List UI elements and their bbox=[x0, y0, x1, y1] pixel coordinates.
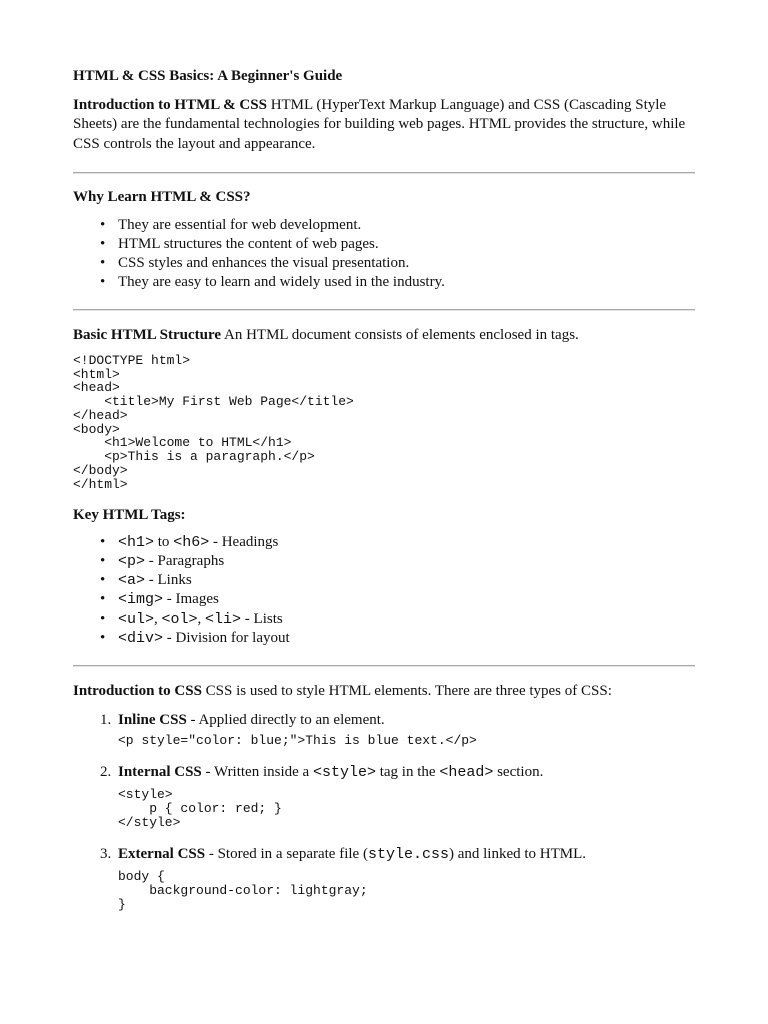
css-type-text: section. bbox=[493, 763, 544, 780]
bullet-icon: • bbox=[100, 216, 106, 233]
css-text: CSS is used to style HTML elements. There are three types of CSS: bbox=[201, 683, 612, 700]
tag-code: <head> bbox=[439, 763, 494, 781]
bullet-icon: • bbox=[100, 254, 106, 271]
tag-code: <img> bbox=[118, 591, 164, 609]
css-type-text: - Stored in a separate file ( bbox=[205, 845, 368, 862]
structure-paragraph bbox=[73, 326, 695, 346]
css-paragraph bbox=[73, 682, 695, 702]
css-type-line bbox=[118, 711, 695, 731]
file-name-code: style.css bbox=[367, 845, 449, 863]
tag-code: <a> bbox=[118, 572, 146, 590]
list-item bbox=[73, 590, 695, 609]
list-item bbox=[73, 711, 695, 748]
tag-text: - Division for layout bbox=[163, 629, 290, 646]
tag-code: <ol> bbox=[161, 610, 198, 628]
bullet-icon: • bbox=[100, 533, 106, 550]
divider bbox=[73, 309, 695, 311]
page-title: HTML & CSS Basics: A Beginner's Guide bbox=[73, 68, 343, 84]
divider bbox=[73, 665, 695, 667]
list-item bbox=[73, 845, 695, 912]
why-list bbox=[73, 216, 695, 293]
css-type-line bbox=[118, 845, 695, 865]
list-item bbox=[73, 571, 695, 590]
tag-text: - Links bbox=[145, 572, 192, 589]
tag-text: - Paragraphs bbox=[145, 553, 225, 570]
list-number: 2. bbox=[100, 763, 112, 780]
tag-text: , bbox=[197, 610, 206, 627]
list-item bbox=[73, 235, 695, 254]
tag-text: - Headings bbox=[209, 533, 279, 550]
list-item-text: CSS styles and enhances the visual presentation. bbox=[118, 254, 410, 271]
internal-css-code-block: <style> p { color: red; } </style> bbox=[118, 787, 282, 830]
list-item bbox=[73, 254, 695, 273]
bullet-icon: • bbox=[100, 591, 106, 608]
css-type-name: External CSS bbox=[118, 845, 206, 862]
why-heading-text: Why Learn HTML & CSS? bbox=[73, 189, 251, 205]
css-type-name: Internal CSS bbox=[118, 763, 202, 780]
list-item-text: They are easy to learn and widely used in the industry. bbox=[118, 274, 445, 291]
structure-text: An HTML document consists of elements enclosed in tags. bbox=[221, 327, 579, 344]
bullet-icon: • bbox=[100, 235, 106, 252]
tags-heading bbox=[73, 506, 695, 526]
tag-code: <ul> bbox=[118, 610, 155, 628]
tag-text: - Images bbox=[163, 591, 219, 608]
css-type-text: - Written inside a bbox=[201, 763, 313, 780]
css-type-text: - Applied directly to an element. bbox=[186, 711, 385, 728]
tag-text: - Lists bbox=[241, 610, 283, 627]
list-item bbox=[73, 216, 695, 235]
css-type-text: ) and linked to HTML. bbox=[448, 845, 587, 862]
list-item bbox=[73, 629, 695, 648]
tags-heading-text: Key HTML Tags: bbox=[73, 507, 186, 524]
tag-code: <li> bbox=[205, 610, 242, 628]
tag-text: to bbox=[154, 533, 174, 550]
intro-text: HTML (HyperText Markup Language) and CSS (Cascading Style Sheets) are the fundamental technologies for building web pages. HTML provides the structure, while CSS controls the layout and appearance. bbox=[73, 96, 686, 152]
list-item bbox=[73, 533, 695, 552]
html-structure-code-block: <!DOCTYPE html> <html> <head> <title>My First Web Page</title> </head> <body> <h1>Welcome to HTML</h1> <p>This is a paragraph.</p> </body> </html> bbox=[73, 352, 354, 492]
intro-paragraph bbox=[73, 96, 695, 155]
css-type-text: tag in the bbox=[375, 763, 440, 780]
bullet-icon: • bbox=[100, 572, 106, 589]
list-item-text: They are essential for web development. bbox=[118, 216, 362, 233]
list-number: 1. bbox=[100, 711, 112, 728]
bullet-icon: • bbox=[100, 610, 106, 627]
bullet-icon: • bbox=[100, 274, 106, 291]
tag-code: <div> bbox=[118, 629, 164, 647]
intro-heading: Introduction to HTML & CSS bbox=[73, 96, 267, 113]
list-item bbox=[73, 552, 695, 571]
list-item-text: HTML structures the content of web pages. bbox=[118, 235, 379, 252]
list-item bbox=[73, 273, 695, 292]
css-type-line bbox=[118, 763, 695, 783]
list-item bbox=[73, 610, 695, 629]
tag-text: , bbox=[154, 610, 162, 627]
why-heading bbox=[73, 188, 695, 208]
tag-code: <h6> bbox=[173, 533, 210, 551]
tag-code: <p> bbox=[118, 553, 146, 571]
list-item bbox=[73, 763, 695, 830]
divider bbox=[73, 172, 695, 174]
tags-list bbox=[73, 533, 695, 648]
tag-code: <h1> bbox=[118, 533, 155, 551]
css-type-name: Inline CSS bbox=[118, 711, 187, 728]
css-types-list bbox=[73, 711, 695, 912]
structure-heading: Basic HTML Structure bbox=[73, 327, 222, 344]
bullet-icon: • bbox=[100, 629, 106, 646]
list-number: 3. bbox=[100, 845, 112, 862]
inline-css-code-block: <p style="color: blue;">This is blue text.</p> bbox=[118, 733, 477, 749]
external-css-code-block: body { background-color: lightgray; } bbox=[118, 869, 368, 912]
document-page bbox=[73, 66, 695, 911]
bullet-icon: • bbox=[100, 553, 106, 570]
tag-code: <style> bbox=[312, 763, 376, 781]
css-heading: Introduction to CSS bbox=[73, 683, 202, 700]
